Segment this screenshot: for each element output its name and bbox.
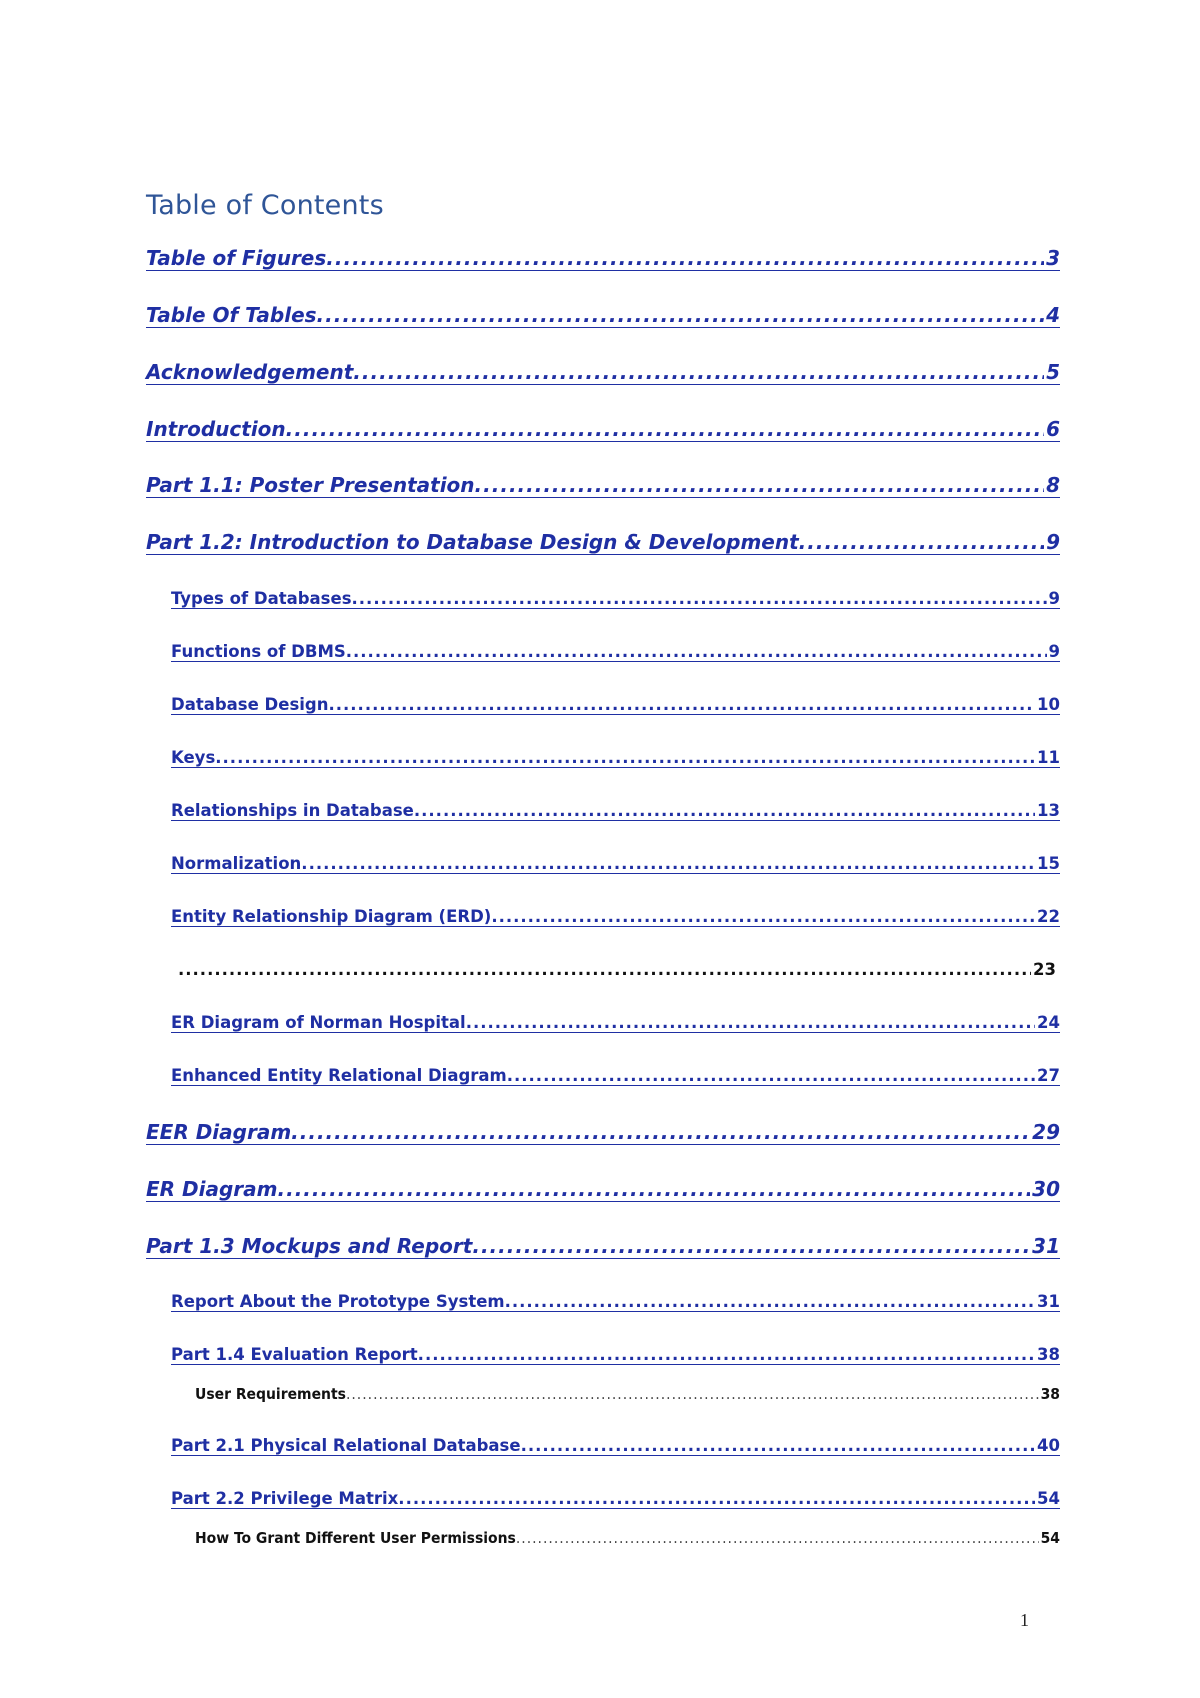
toc-entry-label: Introduction <box>146 417 286 441</box>
toc-entry-label: Functions of DBMS <box>171 642 346 661</box>
toc-entry-untitled <box>178 960 1056 979</box>
toc-entry-types-of-databases[interactable] <box>171 589 1060 609</box>
toc-entry-page: 54 <box>1040 1529 1060 1547</box>
toc-entry-label: Normalization <box>171 854 302 873</box>
toc-entry-report-prototype[interactable] <box>171 1292 1060 1312</box>
toc-entry-page: 13 <box>1037 801 1060 820</box>
toc-entry-label: Part 1.3 Mockups and Report <box>146 1234 473 1258</box>
toc-entry-part-1-1[interactable] <box>146 473 1060 498</box>
toc-entry-page: 27 <box>1037 1066 1060 1085</box>
toc-entry-page: 22 <box>1037 907 1060 926</box>
toc-entry-page: 9 <box>1046 530 1060 554</box>
toc-entry-page: 10 <box>1037 695 1060 714</box>
toc-entry-label: ER Diagram <box>146 1177 278 1201</box>
toc-entry-label: Report About the Prototype System <box>171 1292 505 1311</box>
toc-entry-label: Relationships in Database <box>171 801 414 820</box>
toc-entry-label: Enhanced Entity Relational Diagram <box>171 1066 507 1085</box>
toc-entry-part-2-1[interactable] <box>171 1436 1060 1456</box>
toc-entry-page: 29 <box>1032 1120 1060 1144</box>
toc-entry-label: Table Of Tables <box>146 303 317 327</box>
page-number: 1 <box>1020 1610 1029 1630</box>
toc-entry-page: 31 <box>1032 1234 1060 1258</box>
toc-entry-grant-permissions[interactable] <box>195 1529 1060 1547</box>
toc-entry-label: Part 2.1 Physical Relational Database <box>171 1436 521 1455</box>
toc-entry-part-1-2[interactable] <box>146 530 1060 555</box>
toc-entry-user-requirements[interactable] <box>195 1385 1060 1403</box>
toc-entry-table-of-tables[interactable] <box>146 303 1060 328</box>
toc-entry-page: 38 <box>1040 1385 1060 1403</box>
toc-entry-database-design[interactable] <box>171 695 1060 715</box>
toc-entry-page: 24 <box>1037 1013 1060 1032</box>
toc-entry-label: Part 1.4 Evaluation Report <box>171 1345 418 1364</box>
toc-entry-page: 23 <box>1033 960 1056 979</box>
toc-entry-label: ER Diagram of Norman Hospital <box>171 1013 466 1032</box>
toc-entry-eer-diagram[interactable] <box>146 1120 1060 1145</box>
toc-entry-page: 31 <box>1037 1292 1060 1311</box>
toc-entry-label: Part 1.1: Poster Presentation <box>146 473 475 497</box>
toc-entry-er-diagram-norman-hospital[interactable] <box>171 1013 1060 1033</box>
toc-entry-relationships[interactable] <box>171 801 1060 821</box>
toc-entry-table-of-figures[interactable] <box>146 246 1060 271</box>
toc-entry-functions-of-dbms[interactable] <box>171 642 1060 662</box>
toc-entry-label: How To Grant Different User Permissions <box>195 1529 516 1547</box>
toc-entry-label: Keys <box>171 748 216 767</box>
toc-entry-introduction[interactable] <box>146 417 1060 442</box>
toc-entry-label: Database Design <box>171 695 329 714</box>
toc-entry-page: 6 <box>1046 417 1060 441</box>
toc-entry-er-diagram[interactable] <box>146 1177 1060 1202</box>
toc-entry-page: 9 <box>1048 589 1060 608</box>
toc-entry-page: 30 <box>1032 1177 1060 1201</box>
toc-entry-page: 5 <box>1046 360 1060 384</box>
toc-entry-label: Part 1.2: Introduction to Database Design & Development <box>146 530 799 554</box>
toc-entry-part-1-3[interactable] <box>146 1234 1060 1259</box>
toc-entry-label: Entity Relationship Diagram (ERD) <box>171 907 492 926</box>
toc-entry-label: Acknowledgement <box>146 360 354 384</box>
toc-entry-page: 4 <box>1046 303 1060 327</box>
toc-entry-part-2-2[interactable] <box>171 1489 1060 1509</box>
toc-entry-page: 15 <box>1037 854 1060 873</box>
toc-entry-acknowledgement[interactable] <box>146 360 1060 385</box>
toc-entry-label: Table of Figures <box>146 246 327 270</box>
toc-entry-label: Types of Databases <box>171 589 352 608</box>
toc-entry-page: 3 <box>1046 246 1060 270</box>
toc-entry-erd[interactable] <box>171 907 1060 927</box>
toc-entry-keys[interactable] <box>171 748 1060 768</box>
toc-entry-page: 8 <box>1046 473 1060 497</box>
toc-entry-label: User Requirements <box>195 1385 346 1403</box>
toc-entry-page: 38 <box>1037 1345 1060 1364</box>
toc-entry-page: 40 <box>1037 1436 1060 1455</box>
toc-entry-page: 9 <box>1048 642 1060 661</box>
toc-entry-enhanced-erd[interactable] <box>171 1066 1060 1086</box>
toc-entry-part-1-4[interactable] <box>171 1345 1060 1365</box>
toc-entry-page: 54 <box>1037 1489 1060 1508</box>
toc-entry-page: 11 <box>1037 748 1060 767</box>
toc-entry-label: EER Diagram <box>146 1120 292 1144</box>
toc-title: Table of Contents <box>146 190 384 221</box>
toc-entry-normalization[interactable] <box>171 854 1060 874</box>
toc-entry-label: Part 2.2 Privilege Matrix <box>171 1489 399 1508</box>
